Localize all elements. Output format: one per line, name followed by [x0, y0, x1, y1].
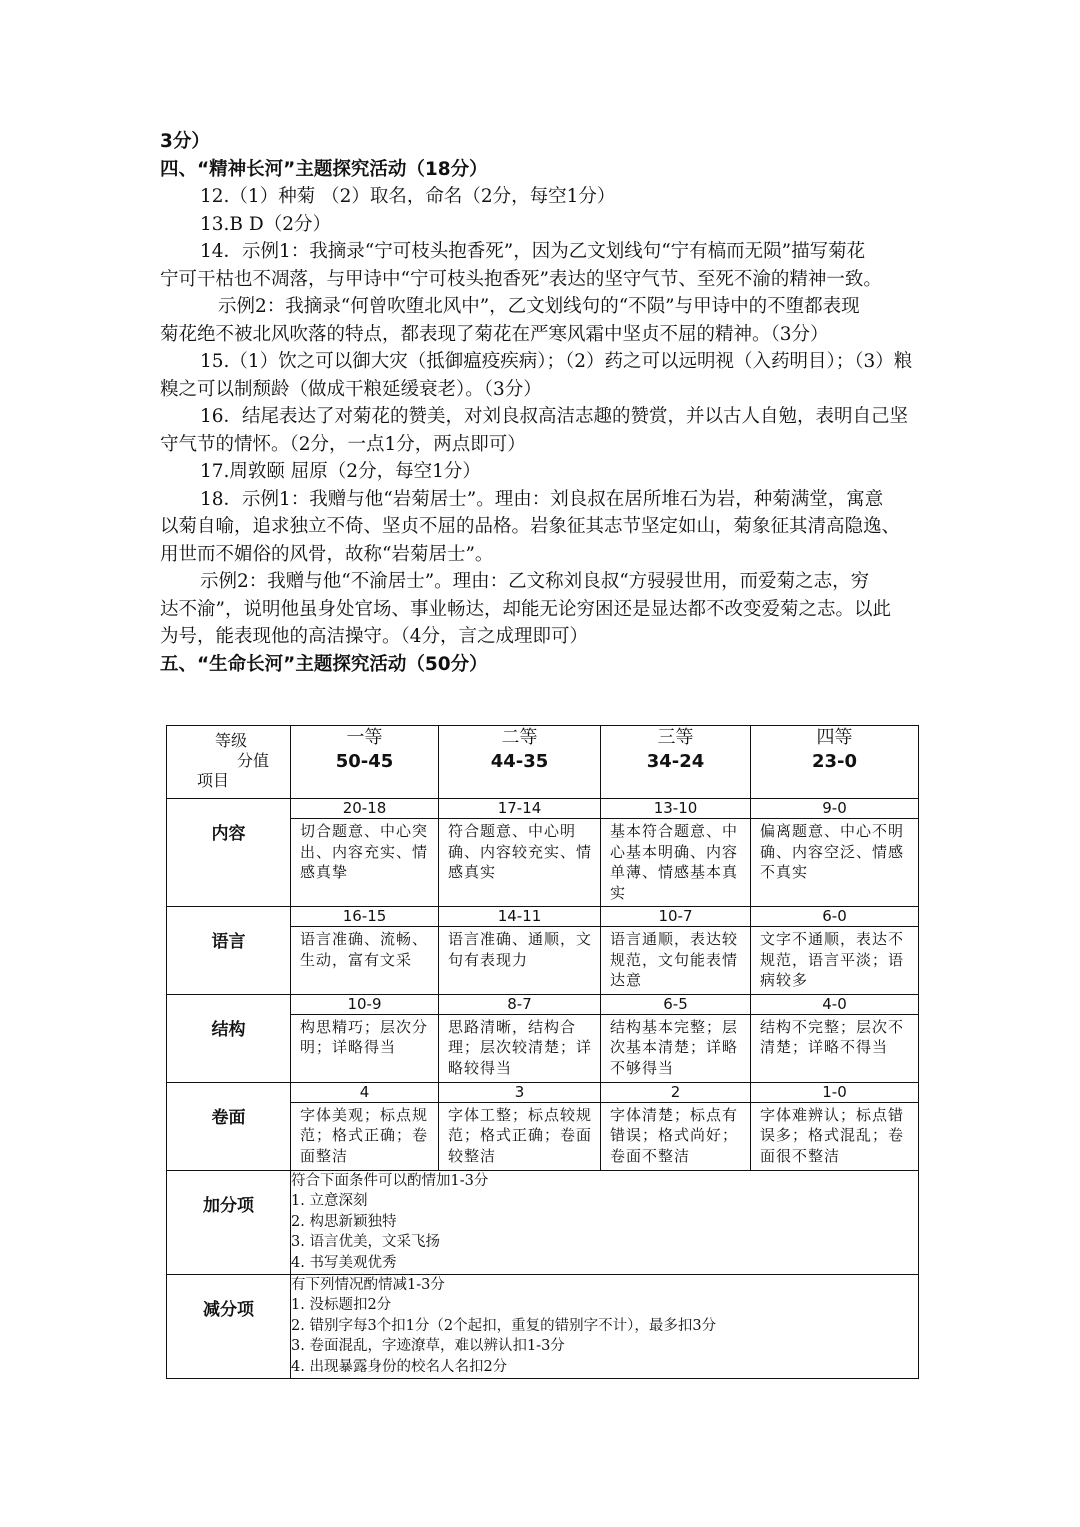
bonus-item-cell: 加分项: [167, 1170, 291, 1274]
text-line: 为号，能表现他的高洁操守。（4分，言之成理即可）: [160, 626, 589, 647]
criteria-cell: [439, 994, 601, 1082]
score-range: 3: [439, 1083, 600, 1103]
penalty-line: 3. 卷面混乱，字迹潦草，难以辨认扣1-3分: [291, 1338, 565, 1354]
text-line: 16．结尾表达了对菊花的赞美，对刘良叔高洁志趣的赞赏，并以古人自勉，表明自己坚: [200, 406, 909, 427]
penalty-item-cell: 减分项: [167, 1274, 291, 1378]
criteria-cell: [751, 799, 919, 907]
text-line: 糗之可以制颓龄（做成干粮延缓衰老）。（3分）: [160, 378, 542, 400]
table-row: [167, 1170, 919, 1274]
level-name: 四等: [816, 727, 853, 748]
criteria-text: 字体美观；标点规范；格式正确；卷面整洁: [300, 1105, 429, 1165]
criteria-text: 结构基本完整；层次基本清楚；详略不够得当: [610, 1017, 739, 1077]
score-range: 4: [291, 1083, 438, 1103]
table-row: [167, 799, 919, 907]
level-range: 50-45: [335, 751, 394, 772]
criteria-cell: [439, 907, 601, 995]
table-row: [167, 1274, 919, 1378]
text-line: 宁可干枯也不凋落，与甲诗中“宁可枝头抱香死”表达的坚守气节、至死不渝的精神一致。: [160, 268, 882, 290]
score-range: 17-14: [439, 799, 600, 819]
text-line: 守气节的情怀。（2分，一点1分，两点即可）: [160, 433, 526, 455]
text-line: 17.周敦颐 屈原（2分，每空1分）: [200, 461, 481, 482]
score-range: 2: [601, 1083, 750, 1103]
corner-grade-label: 等级: [215, 731, 248, 750]
level-header: [439, 726, 601, 799]
corner-item-label: 项目: [197, 771, 230, 790]
penalty-line: 1. 没标题扣2分: [291, 1297, 392, 1313]
text-line: 菊花绝不被北风吹落的特点，都表现了菊花在严寒风霜中坚贞不屈的精神。（3分）: [160, 323, 829, 345]
penalty-line: 4. 出现暴露身份的校名人名扣2分: [291, 1358, 508, 1375]
table-row: [167, 994, 919, 1082]
criteria-text: 结构不完整；层次不清楚；详略不得当: [760, 1017, 905, 1056]
criteria-cell: [439, 799, 601, 907]
criteria-text: 字体难辨认；标点错误多；格式混乱；卷面很不整洁: [760, 1105, 905, 1165]
criteria-cell: [601, 799, 751, 907]
level-header: [291, 726, 439, 799]
section-heading: 四、“精神长河”主题探究活动（18分）: [160, 158, 488, 180]
text-line: 示例2：我赠与他“不渝居士”。理由：乙文称刘良叔“方骎骎世用，而爱菊之志，穷: [200, 571, 870, 592]
score-range: 4-0: [751, 995, 918, 1015]
text-line: 15.（1）饮之可以御大灾（抵御瘟疫疾病）；（2）药之可以远明视（入药明目）；（3）粮: [200, 351, 913, 372]
criteria-text: 构思精巧；层次分明；详略得当: [300, 1017, 429, 1056]
bonus-line: 3. 语言优美，文采飞扬: [291, 1234, 440, 1250]
text-line: 示例2：我摘录“何曾吹堕北风中”，乙文划线句的“不陨”与甲诗中的不堕都表现: [218, 296, 860, 317]
text-line: 12.（1）种菊 （2）取名，命名（2分，每空1分）: [200, 186, 616, 207]
text-line: 13.B D（2分）: [200, 213, 331, 235]
criteria-cell: [751, 907, 919, 995]
criteria-cell: [291, 994, 439, 1082]
bonus-line: 4. 书写美观优秀: [291, 1254, 397, 1271]
corner-score-label: 分值: [237, 751, 270, 770]
criteria-cell: [291, 799, 439, 907]
level-header: [601, 726, 751, 799]
level-range: 34-24: [646, 751, 705, 772]
text-line: 达不渝”，说明他虽身处官场、事业畅达，却能无论穷困还是显达都不改变爱菊之志。以此: [160, 598, 891, 620]
criteria-text: 字体工整；标点较规范；格式正确；卷面较整洁: [448, 1105, 593, 1165]
text-line: 14．示例1：我摘录“宁可枝头抱香死”，因为乙文划线句“宁有槁而无陨”描写菊花: [200, 241, 866, 262]
criteria-text: 基本符合题意、中心基本明确、内容单薄、情感基本真实: [610, 822, 739, 902]
criteria-text: 切合题意、中心突出、内容充实、情感真挚: [300, 822, 429, 881]
score-range: 14-11: [439, 907, 600, 927]
criteria-text: 字体清楚；标点有错误；格式尚好；卷面不整洁: [610, 1105, 739, 1165]
table-row: [167, 1082, 919, 1170]
score-range: 6-0: [751, 907, 918, 927]
bonus-line: 1. 立意深刻: [291, 1193, 368, 1209]
level-header: [751, 726, 919, 799]
text-line: 用世而不媚俗的风骨，故称“岩菊居士”。: [160, 543, 494, 565]
score-range: 16-15: [291, 907, 438, 927]
criteria-text: 偏离题意、中心不明确、内容空泛、情感不真实: [760, 822, 905, 881]
score-range: 6-5: [601, 995, 750, 1015]
text-line: 以菊自喻，追求独立不倚、坚贞不屈的品格。岩象征其志节坚定如山，菊象征其清高隐逸、: [160, 516, 901, 537]
criteria-cell: [751, 1082, 919, 1170]
table-row: [167, 907, 919, 995]
criteria-text: 文字不通顺，表达不规范，语言平淡；语病较多: [760, 930, 905, 989]
criteria-cell: [601, 994, 751, 1082]
bonus-line: 符合下面条件可以酌情加1-3分: [291, 1172, 489, 1189]
item-cell: 卷面: [167, 1082, 291, 1170]
criteria-cell: [601, 1082, 751, 1170]
section-heading: 五、“生命长河”主题探究活动（50分）: [160, 653, 488, 675]
penalty-criteria-cell: [291, 1274, 919, 1378]
criteria-cell: [291, 1082, 439, 1170]
text-line: 3分）: [160, 131, 210, 152]
criteria-cell: [751, 994, 919, 1082]
criteria-cell: [439, 1082, 601, 1170]
score-range: 10-9: [291, 995, 438, 1015]
criteria-text: 语言准确、通顺，文句有表现力: [448, 930, 593, 969]
level-name: 二等: [501, 727, 538, 748]
bonus-criteria-cell: [291, 1170, 919, 1274]
answer-key-text: [160, 128, 925, 678]
text-line: 18．示例1：我赠与他“岩菊居士”。理由：刘良叔在居所堆石为岩，种菊满堂，寓意: [200, 488, 884, 510]
criteria-cell: [601, 907, 751, 995]
criteria-text: 符合题意、中心明确、内容较充实、情感真实: [448, 822, 593, 881]
criteria-text: 语言准确、流畅、生动，富有文采: [300, 930, 429, 969]
score-range: 13-10: [601, 799, 750, 819]
item-cell: 语言: [167, 907, 291, 995]
item-cell: 结构: [167, 994, 291, 1082]
level-range: 23-0: [811, 751, 858, 772]
score-range: 8-7: [439, 995, 600, 1015]
grading-rubric-table: [166, 725, 919, 1379]
criteria-text: 语言通顺，表达较规范，文句能表情达意: [610, 930, 739, 989]
level-name: 一等: [346, 727, 383, 748]
score-range: 9-0: [751, 799, 918, 819]
criteria-cell: [291, 907, 439, 995]
score-range: 1-0: [751, 1083, 918, 1103]
criteria-text: 思路清晰，结构合理；层次较清楚；详略较得当: [448, 1017, 593, 1077]
header-corner-cell: [167, 726, 291, 799]
penalty-line: 有下列情况酌情减1-3分: [291, 1276, 445, 1293]
score-range: 10-7: [601, 907, 750, 927]
score-range: 20-18: [291, 799, 438, 819]
level-range: 44-35: [490, 751, 549, 772]
bonus-line: 2. 构思新颖独特: [291, 1213, 397, 1230]
level-name: 三等: [657, 727, 694, 748]
item-cell: 内容: [167, 799, 291, 907]
penalty-line: 2. 错别字每3个扣1分（2个起扣，重复的错别字不计），最多扣3分: [291, 1317, 717, 1334]
